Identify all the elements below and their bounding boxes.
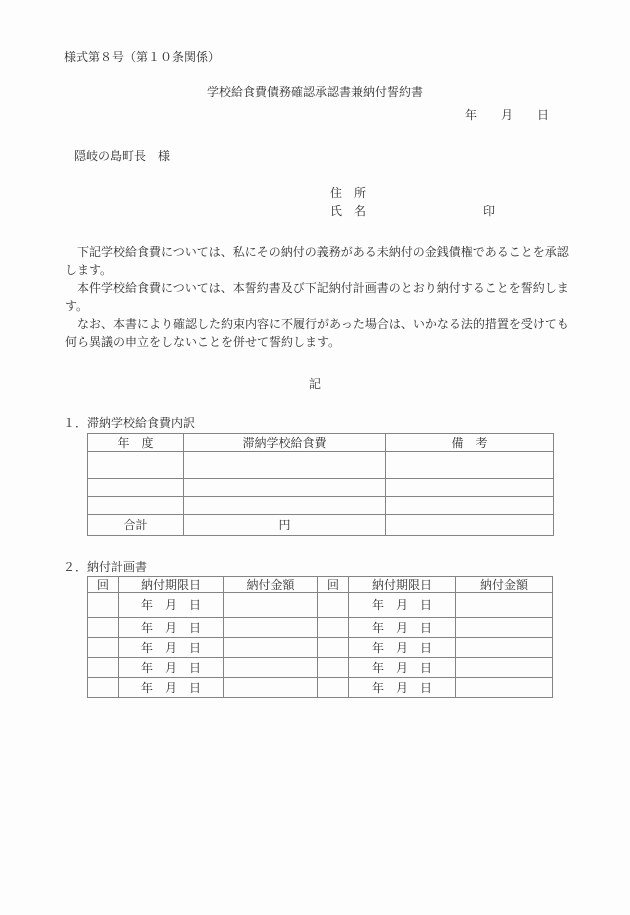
section1-heading: １．滞納学校給食費内訳 xyxy=(63,416,196,430)
due-date-cell: 年 月 日 xyxy=(349,618,456,638)
due-date-cell: 年 月 日 xyxy=(119,678,224,698)
address-label: 住 所 xyxy=(330,186,367,200)
amount-cell xyxy=(184,452,386,479)
plan-row xyxy=(88,638,553,658)
amount-cell xyxy=(224,678,318,698)
arrears-row xyxy=(88,452,554,479)
total-amount-cell: 円 xyxy=(184,515,386,536)
year-cell xyxy=(88,479,184,497)
amount-cell xyxy=(224,658,318,678)
due-date-cell: 年 月 日 xyxy=(349,658,456,678)
arrears-header-row xyxy=(88,434,554,452)
arrears-row xyxy=(88,479,554,497)
number-cell xyxy=(318,678,349,698)
arrears-row xyxy=(88,497,554,515)
notes-cell xyxy=(386,452,554,479)
notes-cell xyxy=(386,479,554,497)
document-title: 学校給食費債務確認承認書兼納付誓約書 xyxy=(206,85,423,99)
due-date-cell: 年 月 日 xyxy=(119,658,224,678)
plan-header-number: 回 xyxy=(318,577,349,593)
amount-cell xyxy=(456,678,553,698)
amount-cell xyxy=(184,497,386,515)
amount-cell xyxy=(184,479,386,497)
amount-cell xyxy=(224,618,318,638)
amount-cell xyxy=(456,638,553,658)
arrears-table xyxy=(87,433,554,536)
due-date-cell: 年 月 日 xyxy=(119,638,224,658)
plan-header-due-date: 納付期限日 xyxy=(119,577,224,593)
recipient-line: 隠岐の島町長 様 xyxy=(74,149,171,163)
plan-row xyxy=(88,678,553,698)
number-cell xyxy=(88,618,119,638)
due-date-cell: 年 月 日 xyxy=(349,638,456,658)
plan-row xyxy=(88,593,553,618)
paragraph-line: 下記学校給食費については、私にその納付の義務がある未納付の金銭債権であることを承認 xyxy=(65,245,569,259)
plan-header-amount: 納付金額 xyxy=(456,577,553,593)
seal-label: 印 xyxy=(483,204,496,218)
paragraph-line: なお、本書により確認した約束内容に不履行があった場合は、いかなる法的措置を受けても xyxy=(65,317,569,331)
number-cell xyxy=(318,638,349,658)
name-label: 氏 名 xyxy=(330,204,367,218)
notes-cell xyxy=(386,497,554,515)
number-cell xyxy=(318,593,349,618)
year-cell xyxy=(88,497,184,515)
number-cell xyxy=(88,638,119,658)
plan-header-due-date: 納付期限日 xyxy=(349,577,456,593)
plan-header-number: 回 xyxy=(88,577,119,593)
paragraph-line: します。 xyxy=(65,263,113,277)
due-date-cell: 年 月 日 xyxy=(119,618,224,638)
payment-plan-table xyxy=(87,576,553,698)
amount-cell xyxy=(456,618,553,638)
date-line: 年 月 日 xyxy=(464,108,549,122)
amount-cell xyxy=(224,593,318,618)
due-date-cell: 年 月 日 xyxy=(119,593,224,618)
due-date-cell: 年 月 日 xyxy=(349,593,456,618)
arrears-header-amount: 滞納学校給食費 xyxy=(184,434,386,452)
year-cell xyxy=(88,452,184,479)
arrears-header-year: 年 度 xyxy=(88,434,184,452)
plan-row xyxy=(88,618,553,638)
section2-heading: ２．納付計画書 xyxy=(63,560,148,574)
total-notes-cell xyxy=(386,515,554,536)
form-number: 様式第８号（第１０条関係） xyxy=(64,50,221,64)
plan-row xyxy=(88,658,553,678)
body-paragraphs xyxy=(65,243,569,351)
number-cell xyxy=(88,593,119,618)
paragraph-line: 何ら異議の申立をしないことを併せて誓約します。 xyxy=(65,335,341,349)
number-cell xyxy=(88,678,119,698)
number-cell xyxy=(318,658,349,678)
arrears-header-notes: 備 考 xyxy=(386,434,554,452)
plan-header-row xyxy=(88,577,553,593)
paragraph-line: す。 xyxy=(65,299,89,313)
plan-header-amount: 納付金額 xyxy=(224,577,318,593)
total-label-cell: 合計 xyxy=(88,515,184,536)
amount-cell xyxy=(456,658,553,678)
number-cell xyxy=(88,658,119,678)
due-date-cell: 年 月 日 xyxy=(349,678,456,698)
amount-cell xyxy=(456,593,553,618)
paragraph-line: 本件学校給食費については、本誓約書及び下記納付計画書のとおり納付することを誓約しま xyxy=(65,281,569,295)
list-marker: 記 xyxy=(308,377,321,391)
arrears-total-row xyxy=(88,515,554,536)
number-cell xyxy=(318,618,349,638)
amount-cell xyxy=(224,638,318,658)
